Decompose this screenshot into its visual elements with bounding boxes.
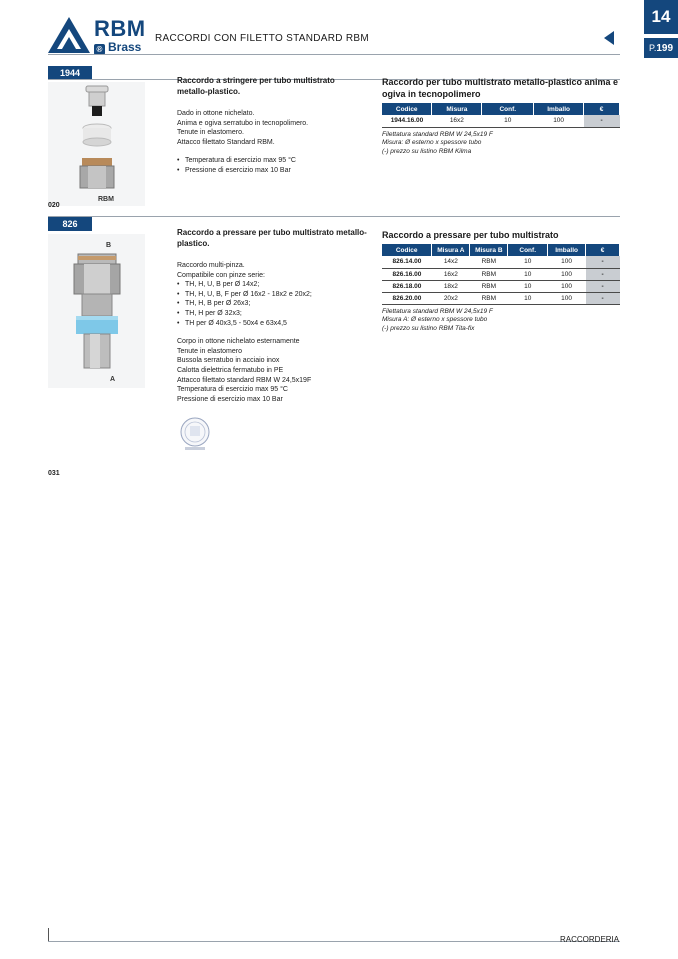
table-cell: 100 [548,256,586,268]
image-label-rbm: RBM [98,196,114,203]
table-cell: 10 [508,268,548,280]
table-row [382,256,620,268]
description-line: Calotta dielettrica fermatubo in PE [177,366,284,374]
brand-name: RBM [94,16,146,41]
brass-mark-icon: ® [94,44,105,55]
table-cell: - [586,280,620,292]
description-line: Tenute in elastomero. [177,129,244,137]
product-image-1944 [48,82,145,206]
table-cell: 10 [508,280,548,292]
compatibility-item: • TH, H per Ø 32x3; [177,309,377,319]
column-header: Codice [382,103,432,115]
description-line: Anima e ogiva serratubo in tecnopolimero. [177,119,309,127]
table-cell: 10 [508,292,548,304]
table-cell: 100 [548,280,586,292]
certification-seal [177,416,213,452]
table-cell: 826.18.00 [382,280,432,292]
column-header: Misura [432,103,482,115]
compatibility-item: • TH, H, U, B, F per Ø 16x2 - 18x2 e 20x2; [177,290,377,300]
table-cell: 1944.16.00 [382,115,432,127]
compatibility-item: • TH, H, B per Ø 26x3; [177,299,377,309]
table-cell: 826.20.00 [382,292,432,304]
compatibility-item: • TH, H, U, B per Ø 14x2; [177,280,377,290]
table-cell: 10 [482,115,534,127]
chapter-badge: 14 [644,0,678,34]
column-header: Imballo [548,244,586,256]
detail-lines [177,337,377,404]
description-line: Attacco filettato standard RBM W 24,5x19F [177,376,312,384]
image-label-a: A [110,376,116,383]
column-header: Misura B [470,244,508,256]
fitting-826-illustration [48,234,145,388]
table-row [382,115,620,127]
column-header: Codice [382,244,432,256]
description-line: Dado in ottone nichelato. [177,110,255,117]
footer-divider [48,941,620,942]
spec-item: • Temperatura di esercizio max 95 °C [177,156,367,166]
spec-item: • Pressione di esercizio max 10 Bar [177,166,367,176]
note-line: Misura: Ø esterno x spessore tubo [382,139,482,147]
table-block-826 [382,229,620,334]
table-cell: 20x2 [432,292,470,304]
table-cell: RBM [470,280,508,292]
brand-subname: ® Brass [94,41,141,55]
table-cell: 14x2 [432,256,470,268]
fitting-1944-illustration [48,82,145,206]
table-cell: 100 [534,115,584,127]
table-cell: RBM [470,256,508,268]
image-label-b: B [106,242,112,249]
compatibility-list [177,280,377,328]
column-header: € [584,103,620,115]
table-title: Raccordo a pressare per tubo multistrato [382,230,559,240]
table-cell: 18x2 [432,280,470,292]
table-block-1944 [382,76,620,157]
table-cell: 16x2 [432,115,482,127]
table-header-row [382,244,620,256]
page-title: RACCORDI CON FILETTO STANDARD RBM [155,33,369,44]
table-title: Raccordo per tubo multistrato metallo-plastico anima e ogiva in tecnopolimero [382,77,619,99]
description-text [177,109,367,176]
description-line: Corpo in ottone nichelato esternamente [177,338,300,346]
description-line: Compatibile con pinze serie: [177,271,265,279]
table-cell: 16x2 [432,268,470,280]
description-line: Raccordo multi-pinza. [177,262,245,269]
note-line: Misura A: Ø esterno x spessore tubo [382,316,488,324]
table-cell: 10 [508,256,548,268]
brand-logo [48,17,148,55]
table-notes [382,131,620,157]
column-header: Conf. [508,244,548,256]
header-divider [48,54,620,55]
section-tab-826: 826 [48,217,92,231]
table-notes [382,308,620,334]
ivir-seal-icon [177,416,213,452]
section-divider [48,216,620,217]
table-cell: 100 [548,292,586,304]
page-number-badge: P.199 [644,38,678,58]
table-cell: 826.14.00 [382,256,432,268]
note-line: Filettatura standard RBM W 24,5x19 F [382,307,493,315]
table-cell: RBM [470,292,508,304]
table-row [382,268,620,280]
description-text [177,261,377,404]
table-cell: - [584,115,620,127]
table-cell: RBM [470,268,508,280]
description-block-1944 [177,75,367,176]
description-line: Bussola serratubo in acciaio inox [177,357,280,365]
footer-marker [48,928,49,942]
table-cell: - [586,292,620,304]
description-title: Raccordo a stringere per tubo multistrato metallo-plastico. [177,76,335,96]
description-line: Tenute in elastomero [177,347,242,355]
column-header: Imballo [534,103,584,115]
page-reference-number: 020 [48,202,60,209]
compatibility-item: • TH per Ø 40x3,5 - 50x4 e 63x4,5 [177,319,377,329]
page-reference-number: 031 [48,470,60,477]
spec-list [177,156,367,175]
product-table-1944 [382,103,620,128]
column-header: € [586,244,620,256]
description-title: Raccordo a pressare per tubo multistrato metallo-plastico. [177,228,367,248]
table-cell: - [586,256,620,268]
table-cell: 826.16.00 [382,268,432,280]
table-row [382,292,620,304]
product-table-826 [382,244,620,305]
description-line: Attacco filettato Standard RBM. [177,138,275,146]
back-arrow-icon[interactable] [604,31,614,45]
note-line: Filettatura standard RBM W 24,5x19 F [382,130,493,138]
table-cell: 100 [548,268,586,280]
column-header: Misura A [432,244,470,256]
table-row [382,280,620,292]
rbm-triangle-icon [48,17,90,53]
table-cell: - [586,268,620,280]
description-block-826 [177,227,377,404]
note-line: (-) prezzo su listino RBM Tita-fix [382,325,475,333]
footer-section-label: RACCORDERIA [560,935,620,944]
column-header: Conf. [482,103,534,115]
table-header-row [382,103,620,115]
note-line: (-) prezzo su listino RBM Kilma [382,148,472,156]
description-line: Temperatura di esercizio max 95 °C [177,386,288,394]
product-image-826 [48,234,145,388]
section-tab-1944: 1944 [48,66,92,80]
description-line: Pressione di esercizio max 10 Bar [177,395,283,403]
